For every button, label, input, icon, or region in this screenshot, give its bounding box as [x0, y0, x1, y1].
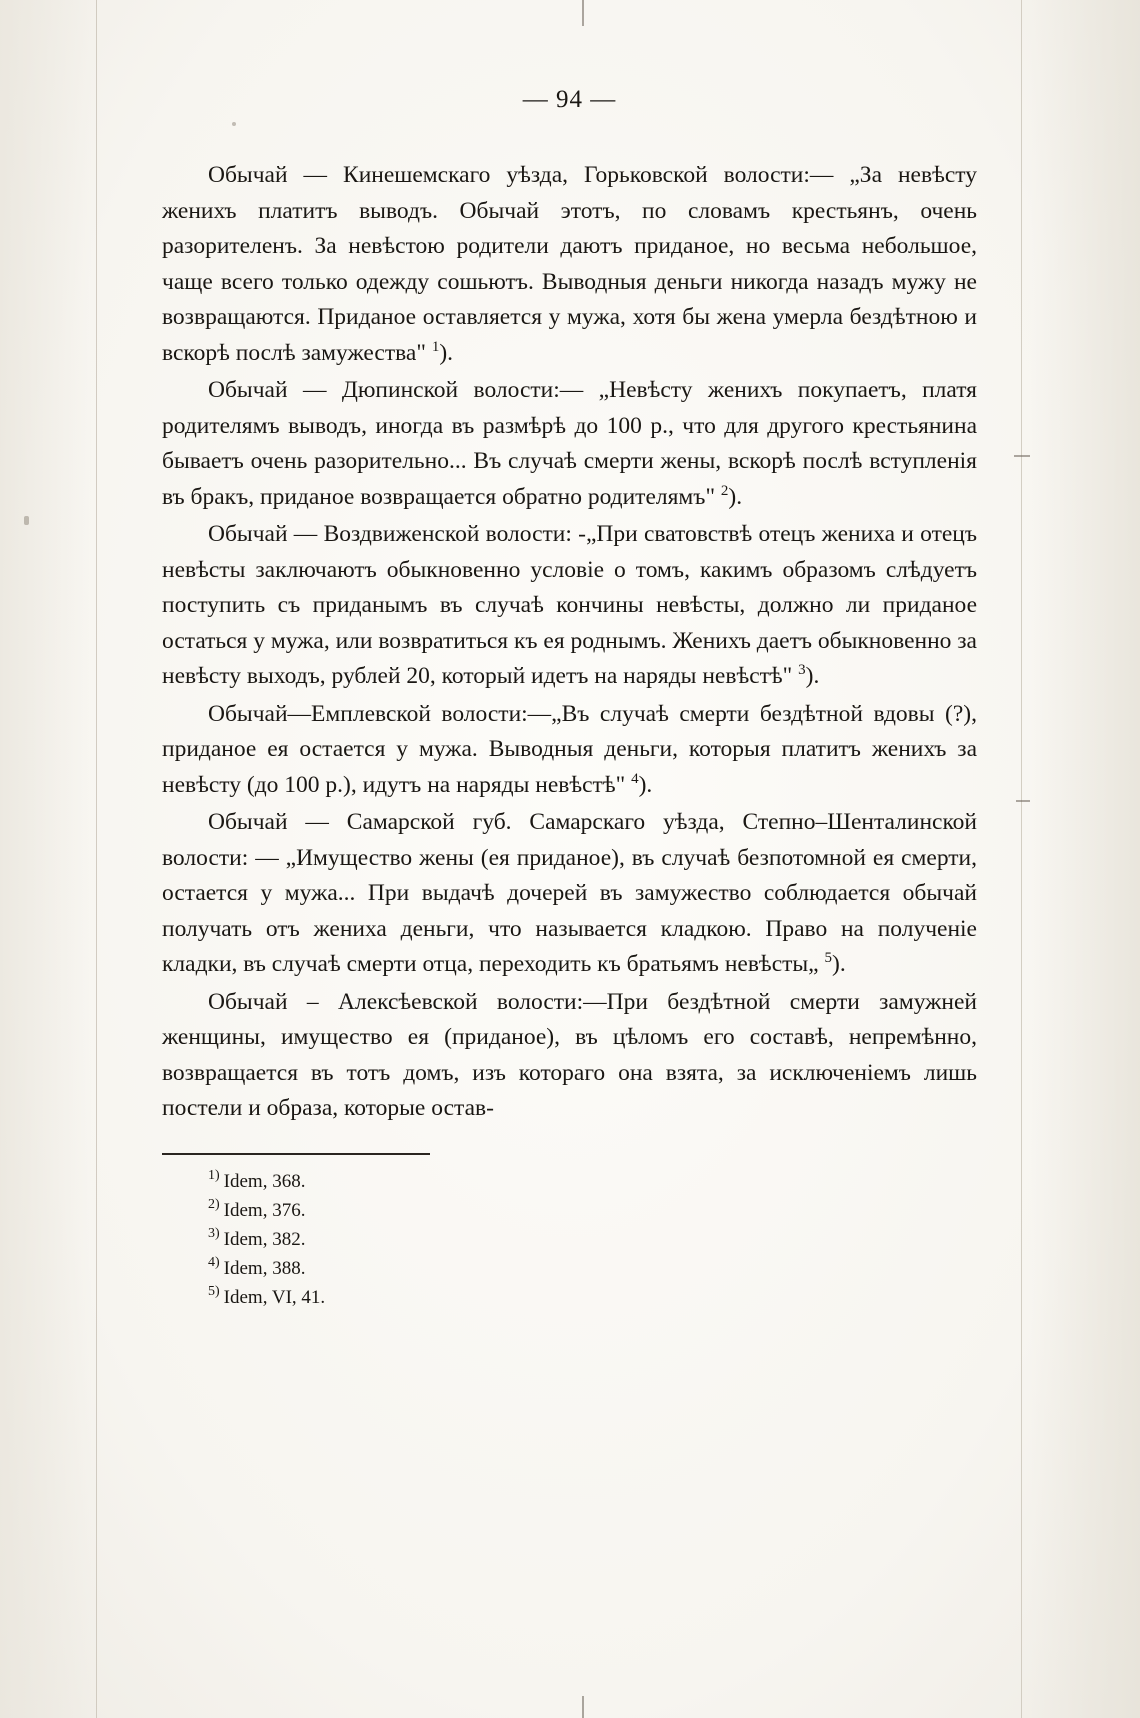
paragraph-6-text: Обычай – Алексѣевской волости:—При бездѣтной смерти замужней женщины, имущество ея (приданое), въ цѣломъ его составѣ, непремѣнно, возвращается въ тотъ домъ, изъ котораго она взята, за исключеніемъ лишь постели и образа, которые остав- — [162, 988, 977, 1121]
paragraph-2: Обычай — Дюпинской волости:— „Невѣсту женихъ покупаетъ, платя родителямъ выводъ, иногда въ размѣрѣ до 100 р., что для другого крестьянина бываетъ очень разорительно... Въ случаѣ смерти жены, вскорѣ послѣ вступленія въ бракъ, приданое возвращается обратно родителямъ" $^2$). — [162, 377, 977, 510]
page-left-edge-shadow — [0, 0, 92, 1718]
top-tick-mark — [582, 0, 584, 26]
footnote-marker-2: 2) — [208, 1197, 220, 1213]
footnote-marker-5: 5) — [208, 1284, 220, 1300]
page-content — [162, 86, 977, 1312]
page-right-edge-shadow — [1030, 0, 1140, 1718]
footnote-item-2 — [208, 1196, 977, 1225]
footnote-item-3 — [208, 1225, 977, 1254]
paragraph-6 — [162, 985, 977, 1127]
footnote-text-2: Idem, 376. — [223, 1199, 306, 1221]
footnote-marker-4: 4) — [208, 1255, 220, 1271]
footnote-item-1 — [208, 1167, 977, 1196]
paragraph-3-text: Обычай — Воздвиженской волости: -„При сватовствѣ отецъ жениха и отецъ невѣсты заключаютъ обыкновенно условіе о томъ, какимъ образомъ слѣдуетъ поступить съ приданымъ въ случаѣ кончины невѣсты, должно ли приданое остаться у мужа, или возвратиться къ ея роднымъ. Женихъ даетъ обыкновенно за невѣсту выходъ, рублей 20, который идетъ на наряды невѣстѣ" — [162, 521, 977, 689]
bottom-tick-mark — [582, 1696, 584, 1718]
paragraph-5-text: Обычай — Самарской губ. Самарскаго уѣзда, Степно–Шенталинской волости: — „Имущество жены (ея приданое), въ случаѣ безпотомной ея смерти, остается у мужа... При выдачѣ дочерей въ замужество соблюдается обычай получать отъ жениха деньги, что называется кладкою. Право на полученіе кладки, въ случаѣ смерти отца, переходить къ братьямъ невѣсты„ — [162, 809, 977, 977]
footnote-text-1: Idem, 368. — [223, 1170, 306, 1192]
footnote-item-4 — [208, 1254, 977, 1283]
paragraph-4-text: Обычай—Емплевской волости:—„Въ случаѣ смерти бездѣтной вдовы (?), приданое ея остается у мужа. Выводныя деньги, которыя платитъ женихъ за невѣсту (до 100 р.), идутъ на наряды невѣстѣ" — [162, 700, 977, 798]
page-folio: — 94 — — [522, 86, 617, 113]
footnote-marker-3: 3) — [208, 1226, 220, 1242]
margin-tick-mark — [1014, 455, 1030, 457]
footnote-marker-1: 1) — [208, 1168, 220, 1184]
footnote-ref-3[interactable]: 3 — [798, 662, 806, 679]
footnote-ref-5[interactable]: 5 — [824, 950, 832, 967]
left-margin-rule — [96, 0, 97, 1718]
right-margin-rule — [1021, 0, 1022, 1718]
footnote-ref-1[interactable]: 1 — [431, 338, 440, 355]
paragraph-4: Обычай—Емплевской волости:—„Въ случаѣ смерти бездѣтной вдовы (?), приданое ея остается у мужа. Выводныя деньги, которыя платитъ женихъ за невѣсту (до 100 р.), идутъ на наряды невѣстѣ" $^4$). — [162, 700, 977, 798]
paragraph-1-text: Обычай — Кинешемскаго уѣзда, Горьковской волости:— „За невѣсту женихъ платитъ выводъ. Обычай этотъ, по словамъ крестьянъ, очень разорителенъ. За невѣстою родители даютъ приданое, но весьма небольшое, чаще всего только одежду сошьютъ. Выводныя деньги никогда назадъ мужу не возвращаются. Приданое оставляется у мужа, хотя бы жена умерла бездѣтною и вскорѣ послѣ замужества" — [162, 162, 977, 366]
footnote-separator-rule — [162, 1153, 430, 1155]
paragraph-3: Обычай — Воздвиженской волости: -„При сватовствѣ отецъ жениха и отецъ невѣсты заключаютъ обыкновенно условіе о томъ, какимъ образомъ слѣдуетъ поступить съ приданымъ въ случаѣ кончины невѣсты, должно ли приданое остаться у мужа, или возвратиться къ ея роднымъ. Женихъ даетъ обыкновенно за невѣсту выходъ, рублей 20, который идетъ на наряды невѣстѣ" $^3$). — [162, 521, 977, 689]
footnote-text-3: Idem, 382. — [223, 1228, 306, 1250]
paragraph-1: Обычай — Кинешемскаго уѣзда, Горьковской волости:— „За невѣсту женихъ платитъ выводъ. Обычай этотъ, по словамъ крестьянъ, очень разорителенъ. За невѣстою родители даютъ приданое, но весьма небольшое, чаще всего только одежду сошьютъ. Выводныя деньги никогда назадъ мужу не возвращаются. Приданое оставляется у мужа, хотя бы жена умерла бездѣтною и вскорѣ послѣ замужества" $^1$). — [162, 162, 977, 366]
margin-tick-mark-lower — [1016, 800, 1030, 802]
footnote-text-5: Idem, VI, 41. — [223, 1286, 326, 1308]
footnote-ref-4[interactable]: 4 — [631, 770, 639, 787]
paragraph-2-text: Обычай — Дюпинской волости:— „Невѣсту женихъ покупаетъ, платя родителямъ выводъ, иногда въ размѣрѣ до 100 р., что для другого крестьянина бываетъ очень разорительно... Въ случаѣ смерти жены, вскорѣ послѣ вступленія въ бракъ, приданое возвращается обратно родителямъ" — [162, 377, 977, 510]
footnote-list — [162, 1167, 977, 1312]
footnote-ref-2[interactable]: 2 — [720, 482, 729, 499]
scan-speck-margin — [24, 516, 29, 525]
footnote-item-5 — [208, 1283, 977, 1312]
footnote-text-4: Idem, 388. — [223, 1257, 306, 1279]
paragraph-5: Обычай — Самарской губ. Самарскаго уѣзда, Степно–Шенталинской волости: — „Имущество жены (ея приданое), въ случаѣ безпотомной ея смерти, остается у мужа... При выдачѣ дочерей въ замужество соблюдается обычай получать отъ жениха деньги, что называется кладкою. Право на полученіе кладки, въ случаѣ смерти отца, переходить къ братьямъ невѣсты„ $^5$). — [162, 809, 977, 977]
